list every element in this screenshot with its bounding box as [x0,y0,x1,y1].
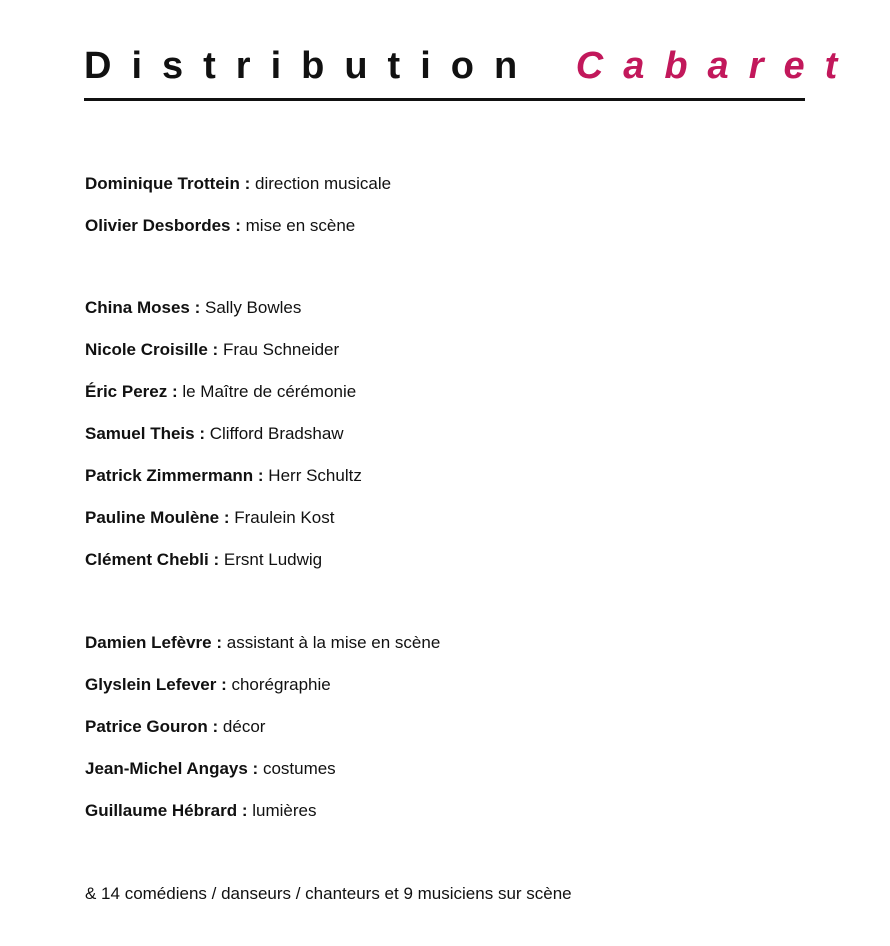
credit-line [85,675,440,717]
credit-name: Glyslein Lefever : [85,675,227,694]
credit-line [85,382,362,424]
credit-line [85,759,440,801]
credit-role: mise en scène [245,216,356,235]
credit-role: Herr Schultz [268,466,362,485]
credit-line [85,633,440,675]
credit-role: Ersnt Ludwig [223,550,323,569]
title-word-cabaret: Cabaret [575,45,858,87]
credits-group-cast [85,298,362,592]
credit-role: Sally Bowles [204,298,302,317]
credit-name: Samuel Theis : [85,424,205,443]
credit-line [85,340,362,382]
credit-name: Olivier Desbordes : [85,216,241,235]
credit-role: lumières [252,801,317,820]
credit-name: Clément Chebli : [85,550,220,569]
page-title [84,40,857,92]
credit-role: Clifford Bradshaw [209,424,344,443]
credit-name: Dominique Trottein : [85,174,251,193]
credit-name: Patrick Zimmermann : [85,466,264,485]
credit-name: China Moses : [85,298,201,317]
credit-role: le Maître de cérémonie [182,382,357,401]
credits-group-direction [85,174,391,258]
credit-line [85,550,362,592]
credit-name: Nicole Croisille : [85,340,219,359]
credit-role: chorégraphie [231,675,331,694]
credit-line [85,424,362,466]
title-underline [84,98,805,101]
credit-name: Jean-Michel Angays : [85,759,259,778]
credit-line [85,174,391,216]
credit-line [85,298,362,340]
credit-name: Éric Perez : [85,382,178,401]
credit-role: costumes [262,759,336,778]
credit-role: assistant à la mise en scène [226,633,441,652]
credit-name: Pauline Moulène : [85,508,230,527]
credit-name: Patrice Gouron : [85,717,219,736]
credit-line [85,216,391,258]
credit-role: direction musicale [255,174,392,193]
title-word-distribution: Distribution [84,45,538,87]
footer-note: & 14 comédiens / danseurs / chanteurs et 9 musiciens sur scène [85,884,572,903]
credit-line [85,801,440,843]
credit-line [85,717,440,759]
credit-name: Damien Lefèvre : [85,633,222,652]
credit-role: Fraulein Kost [234,508,335,527]
credit-role: Frau Schneider [222,340,340,359]
credit-line [85,466,362,508]
credits-group-crew [85,633,440,843]
credit-name: Guillaume Hébrard : [85,801,248,820]
credit-line [85,508,362,550]
credit-role: décor [222,717,266,736]
